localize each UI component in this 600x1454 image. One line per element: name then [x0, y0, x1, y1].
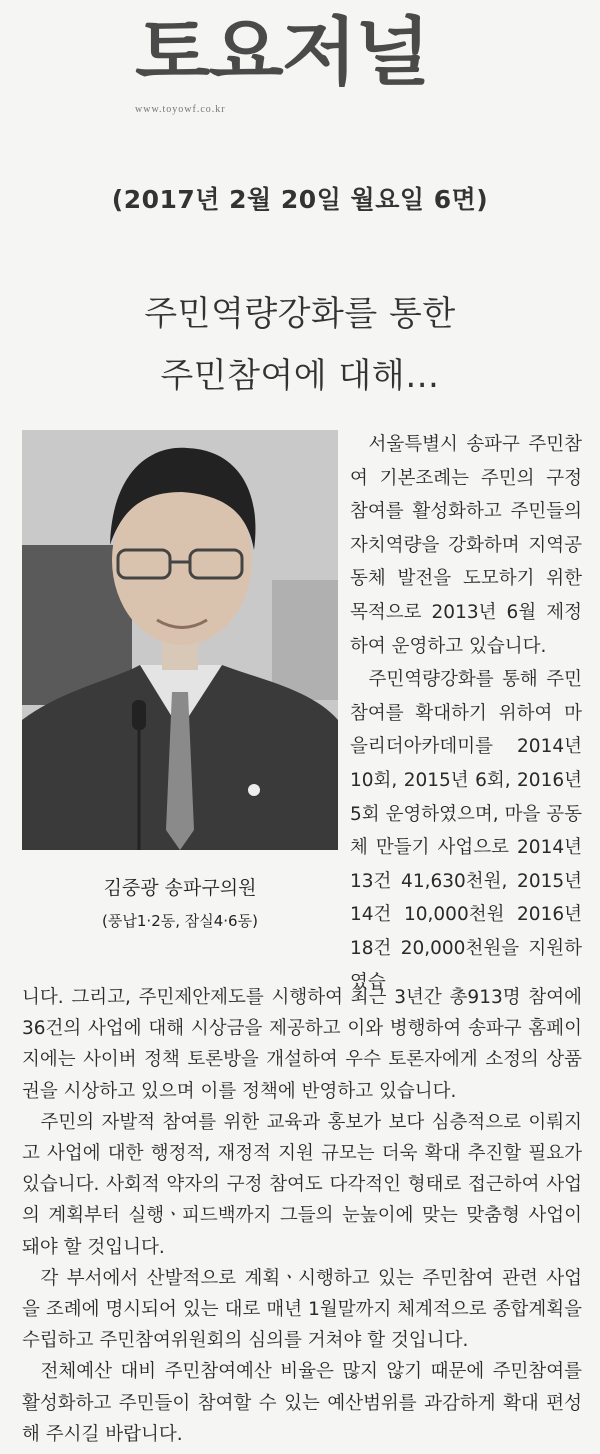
- headline-line-1: 주민역량강화를 통한: [144, 294, 456, 334]
- issue-dateline: (2017년 2월 20일 월요일 6면): [111, 185, 489, 214]
- article-paragraph-2: 주민역량강화를 통해 주민참여를 확대하기 위하여 마을리더아카데미를 2014년 10회, 2015년 6회, 2016년 5회 운영하였으며, 마을 공동체 만들기 사업으로 2014년 13건 41,630천원, 2015년 14건 10,000천원 2016년 18건 20,000천원을 지원하였습: [350, 669, 582, 993]
- article-paragraph-2-continued: 니다. 그리고, 주민제안제도를 시행하여 최근 3년간 총913명 참여에 36건의 사업에 대해 시상금을 제공하고 이와 병행하여 송파구 홈페이지에는 사이버 정책 토론방을 개설하여 우수 토론자에게 소정의 상품권을 시상하고 있으며 이를 정책에 반영하고 있습니다.: [22, 987, 582, 1102]
- portrait-image: [22, 430, 338, 850]
- headline-line-2: 주민참여에 대해…: [160, 356, 440, 396]
- caption-district: (풍납1·2동, 잠실4·6동): [102, 912, 258, 930]
- caption-name: 김중광 송파구의원: [103, 877, 257, 899]
- article-paragraph-3: 주민의 자발적 참여를 위한 교육과 홍보가 보다 심층적으로 이뤄지고 사업에 대한 행정적, 재정적 지원 규모는 더욱 확대 추진할 필요가 있습니다. 사회적 약자의 구정 참여도 다각적인 형태로 접근하여 사업의 계획부터 실행ㆍ피드백까지 그들의 눈높이에 맞는 맞춤형 사업이 돼야 할 것입니다.: [22, 1111, 582, 1258]
- article-paragraph-5: 전체예산 대비 주민참여예산 비율은 많지 않기 때문에 주민참여를 활성화하고 주민들이 참여할 수 있는 예산범위를 과감하게 확대 편성해 주시길 바랍니다.: [22, 1361, 582, 1445]
- article-headline: [0, 283, 600, 407]
- article-body-full-width: [22, 982, 582, 1450]
- newspaper-logo: 토요저널: [135, 10, 429, 96]
- newspaper-url: www.toyowf.co.kr: [135, 104, 226, 115]
- masthead: [135, 8, 455, 118]
- author-photo: [22, 430, 338, 850]
- article-paragraph-1: 서울특별시 송파구 주민참여 기본조례는 주민의 구정참여를 활성화하고 주민들의 자치역량을 강화하며 지역공동체 발전을 도모하기 위한 목적으로 2013년 6월 제정하여 운영하고 있습니다.: [350, 434, 582, 657]
- photo-caption: [22, 855, 338, 950]
- article-paragraph-4: 각 부서에서 산발적으로 계획ㆍ시행하고 있는 주민참여 관련 사업을 조례에 명시되어 있는 대로 매년 1월말까지 체계적으로 종합계획을 수립하고 주민참여위원회의 심의를 거쳐야 할 것입니다.: [22, 1267, 582, 1352]
- article-column-right: [350, 428, 582, 999]
